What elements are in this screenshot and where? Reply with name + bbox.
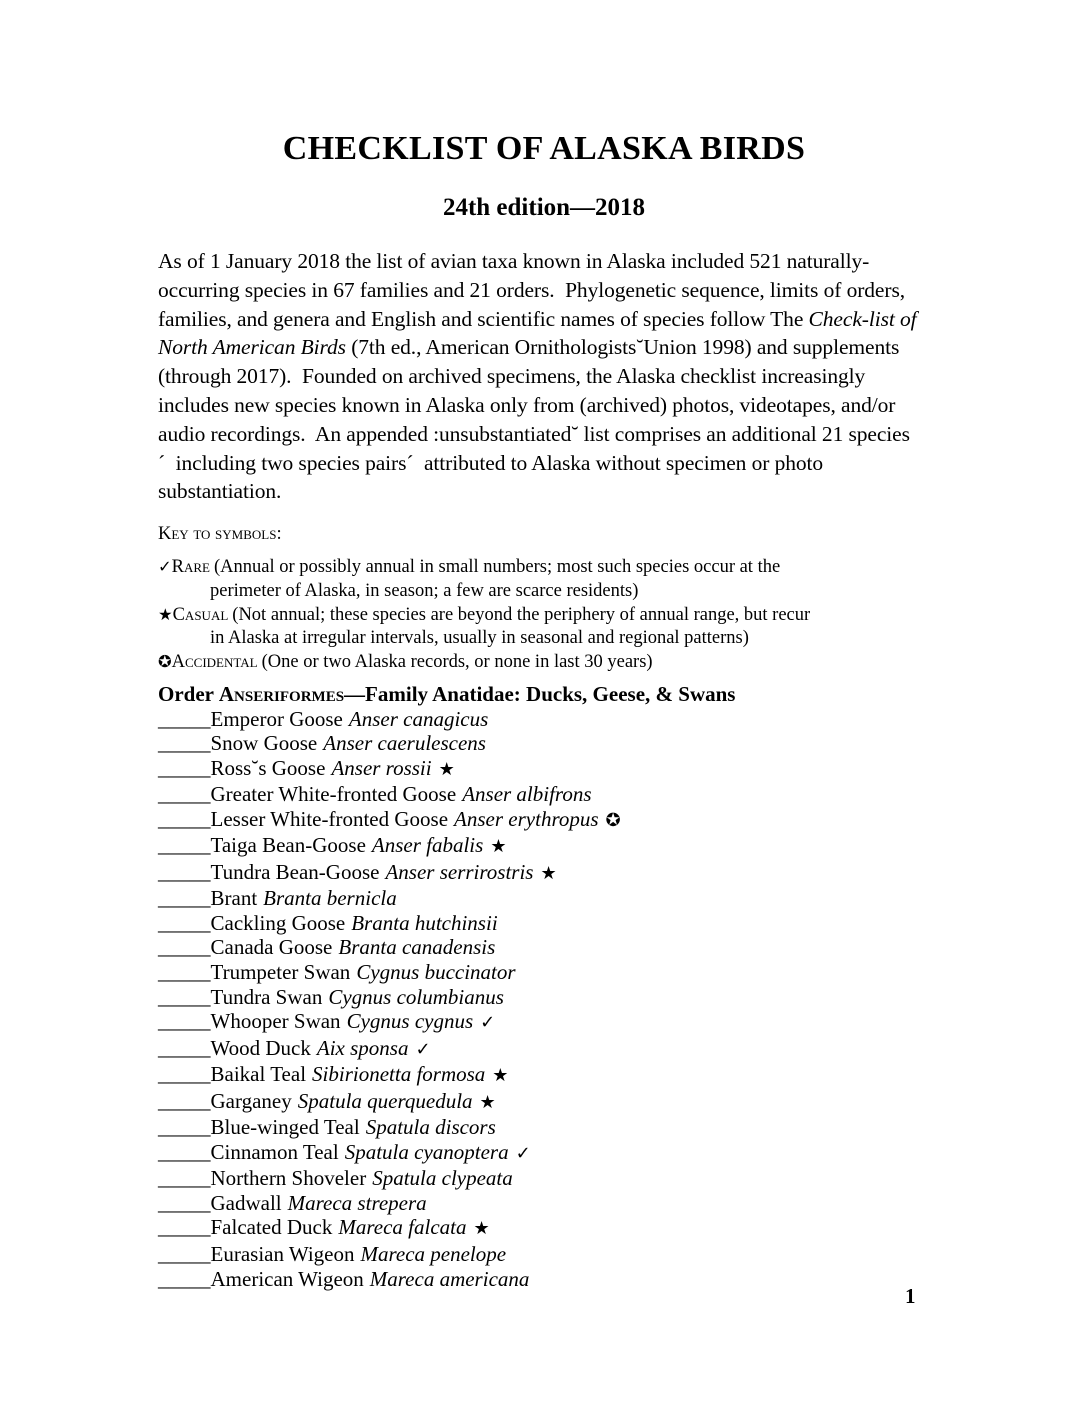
- species-scientific-name: Anser caerulescens: [323, 731, 486, 756]
- species-scientific-name: Spatula cyanoptera: [344, 1139, 509, 1164]
- edition-subtitle: 24th edition—2018: [442, 194, 646, 221]
- species-status-icon: ★: [492, 1065, 509, 1087]
- species-status-icon: ★: [540, 862, 557, 884]
- species-row: [158, 1267, 735, 1292]
- write-in-blank: _____: [158, 1215, 211, 1240]
- species-row: [158, 782, 735, 807]
- species-row: [158, 886, 735, 911]
- species-scientific-name: Mareca penelope: [360, 1242, 507, 1267]
- species-row: [158, 1242, 735, 1267]
- species-scientific-name: Mareca americana: [369, 1266, 530, 1291]
- intro-text: substantiation.: [158, 479, 282, 504]
- intro-paragraph: [158, 247, 917, 506]
- species-scientific-name: Anser erythropus: [454, 806, 599, 831]
- species-scientific-name: Anser albifrons: [462, 782, 592, 807]
- key-item-line: [158, 555, 810, 579]
- species-row: [158, 1089, 735, 1116]
- intro-text: includes new species known in Alaska only from (archived) photos, videotapes, and/or: [158, 392, 896, 417]
- write-in-blank: _____: [158, 706, 211, 731]
- species-scientific-name: Aix sponsa: [316, 1035, 409, 1060]
- species-common-name: Canada Goose: [210, 935, 333, 960]
- species-scientific-name: Spatula discors: [365, 1115, 496, 1140]
- species-common-name: Northern Shoveler: [210, 1166, 367, 1191]
- key-term: Rare: [171, 557, 210, 578]
- species-scientific-name: Cygnus cygnus: [346, 1009, 474, 1034]
- write-in-blank: _____: [158, 1009, 211, 1034]
- intro-text: families, and genera and English and scientific names of species follow The: [158, 306, 809, 331]
- write-in-blank: _____: [158, 935, 211, 960]
- key-term: Accidental: [171, 652, 258, 673]
- page-title: CHECKLIST OF ALASKA BIRDS: [282, 130, 806, 167]
- species-scientific-name: Cygnus buccinator: [356, 960, 516, 985]
- key-item-line: [158, 603, 810, 627]
- write-in-blank: _____: [158, 1062, 211, 1087]
- write-in-blank: _____: [158, 806, 211, 831]
- key-symbol-icon: ✪: [158, 652, 172, 672]
- species-row: [158, 860, 735, 887]
- order-family-heading: [158, 682, 735, 707]
- species-common-name: Taiga Bean-Goose: [210, 833, 366, 858]
- write-in-blank: _____: [158, 960, 211, 985]
- species-row: [158, 1166, 735, 1191]
- order-name: Anseriformes: [218, 682, 345, 706]
- intro-line: [158, 477, 917, 506]
- key-item: [158, 555, 810, 603]
- species-scientific-name: Anser serrirostris: [385, 859, 534, 884]
- write-in-blank: _____: [158, 1190, 211, 1215]
- intro-line: [158, 449, 917, 478]
- species-scientific-name: Sibirionetta formosa: [312, 1062, 486, 1087]
- species-status-icon: ✪: [605, 809, 621, 831]
- species-scientific-name: Branta canadensis: [338, 935, 496, 960]
- species-row: [158, 731, 735, 756]
- intro-line: [158, 420, 917, 449]
- species-common-name: Greater White-fronted Goose: [210, 782, 457, 807]
- write-in-blank: _____: [158, 1115, 211, 1140]
- species-row: [158, 756, 735, 783]
- species-scientific-name: Anser canagicus: [348, 706, 489, 731]
- key-item: [158, 603, 810, 651]
- species-common-name: Garganey: [210, 1088, 292, 1113]
- key-to-symbols-section: [158, 523, 810, 675]
- species-common-name: Lesser White-fronted Goose: [210, 806, 449, 831]
- intro-line: [158, 276, 917, 305]
- write-in-blank: _____: [158, 731, 211, 756]
- species-common-name: Ross˘s Goose: [210, 755, 326, 780]
- species-common-name: American Wigeon: [210, 1266, 364, 1291]
- species-status-icon: ✓: [515, 1142, 531, 1164]
- species-common-name: Emperor Goose: [210, 706, 343, 731]
- species-common-name: Snow Goose: [210, 731, 318, 756]
- write-in-blank: _____: [158, 886, 211, 911]
- write-in-blank: _____: [158, 984, 211, 1009]
- species-scientific-name: Mareca strepera: [287, 1190, 427, 1215]
- species-scientific-name: Cygnus columbianus: [328, 984, 504, 1009]
- intro-line: [158, 391, 917, 420]
- species-common-name: Trumpeter Swan: [210, 960, 351, 985]
- intro-text: occurring species in 67 families and 21 orders. Phylogenetic sequence, limits of orders,: [158, 277, 905, 302]
- key-item: [158, 650, 810, 674]
- family-name: —Family Anatidae: Ducks, Geese, & Swans: [344, 682, 736, 706]
- write-in-blank: _____: [158, 1242, 211, 1267]
- species-common-name: Tundra Swan: [210, 984, 323, 1009]
- intro-text: (through 2017). Founded on archived specimens, the Alaska checklist increasingly: [158, 364, 866, 389]
- intro-text-italic: Check-list of: [808, 306, 917, 331]
- intro-line: [158, 333, 917, 362]
- species-common-name: Cinnamon Teal: [210, 1139, 339, 1164]
- species-common-name: Cackling Goose: [210, 910, 346, 935]
- write-in-blank: _____: [158, 1166, 211, 1191]
- species-common-name: Tundra Bean-Goose: [210, 859, 380, 884]
- species-row: [158, 911, 735, 936]
- key-symbol-icon: ✓: [158, 557, 172, 577]
- species-status-icon: ✓: [480, 1012, 496, 1034]
- key-description-continued: perimeter of Alaska, in season; a few are scarce residents): [210, 580, 639, 601]
- species-status-icon: ★: [490, 836, 507, 858]
- species-common-name: Gadwall: [210, 1190, 282, 1215]
- species-common-name: Whooper Swan: [210, 1009, 341, 1034]
- write-in-blank: _____: [158, 1139, 211, 1164]
- species-scientific-name: Mareca falcata: [338, 1215, 467, 1240]
- intro-text-italic: North American Birds: [158, 335, 346, 360]
- species-status-icon: ★: [479, 1091, 496, 1113]
- key-item-line: [158, 650, 810, 674]
- species-row: [158, 985, 735, 1010]
- species-common-name: Baikal Teal: [210, 1062, 307, 1087]
- species-status-icon: ✓: [415, 1038, 431, 1060]
- species-row: [158, 935, 735, 960]
- key-symbol-icon: ★: [158, 604, 173, 624]
- species-scientific-name: Branta hutchinsii: [351, 910, 498, 935]
- intro-text: As of 1 January 2018 the list of avian taxa known in Alaska included 521 naturally-: [158, 249, 870, 273]
- species-row: [158, 833, 735, 860]
- intro-text: ´ including two species pairs´ attributed to Alaska without specimen or photo: [158, 450, 824, 475]
- page-number: 1: [905, 1284, 916, 1308]
- key-heading: Key to symbols:: [158, 524, 282, 544]
- species-row: [158, 1062, 735, 1089]
- key-description: (Annual or possibly annual in small numbers; most such species occur at the: [213, 557, 781, 578]
- species-status-icon: ★: [473, 1218, 490, 1240]
- intro-line: [158, 247, 917, 276]
- key-description: (One or two Alaska records, or none in last 30 years): [261, 652, 653, 673]
- species-scientific-name: Spatula clypeata: [372, 1166, 513, 1191]
- write-in-blank: _____: [158, 782, 211, 807]
- order-label: Order: [158, 682, 219, 706]
- write-in-blank: _____: [158, 833, 211, 858]
- key-description: (Not annual; these species are beyond the periphery of annual range, but recur: [232, 604, 811, 625]
- species-scientific-name: Anser rossii: [331, 755, 432, 780]
- species-common-name: Falcated Duck: [210, 1215, 333, 1240]
- species-row: [158, 1036, 735, 1063]
- write-in-blank: _____: [158, 755, 211, 780]
- species-row: [158, 707, 735, 732]
- species-row: [158, 1115, 735, 1140]
- species-status-icon: ★: [438, 758, 455, 780]
- write-in-blank: _____: [158, 1088, 211, 1113]
- species-row: [158, 1191, 735, 1216]
- intro-line: [158, 362, 917, 391]
- species-row: [158, 1215, 735, 1242]
- intro-text: audio recordings. An appended :unsubstantiated˘ list comprises an additional 21 species: [158, 421, 910, 446]
- intro-line: [158, 305, 917, 334]
- species-scientific-name: Anser fabalis: [371, 833, 484, 858]
- species-row: [158, 1009, 735, 1036]
- key-description-continued: in Alaska at irregular intervals, usually in seasonal and regional patterns): [210, 628, 749, 649]
- intro-text: (7th ed., American Ornithologists˘Union 1998) and supplements: [345, 335, 900, 360]
- write-in-blank: _____: [158, 1266, 211, 1291]
- species-row: [158, 960, 735, 985]
- species-list-section: [158, 682, 735, 1291]
- species-common-name: Wood Duck: [210, 1035, 311, 1060]
- key-term: Casual: [172, 604, 229, 625]
- species-common-name: Eurasian Wigeon: [210, 1242, 355, 1267]
- species-row: [158, 1140, 735, 1167]
- species-row: [158, 807, 735, 834]
- species-scientific-name: Spatula querquedula: [297, 1088, 473, 1113]
- species-common-name: Brant: [210, 886, 258, 911]
- write-in-blank: _____: [158, 1035, 211, 1060]
- write-in-blank: _____: [158, 910, 211, 935]
- write-in-blank: _____: [158, 859, 211, 884]
- species-common-name: Blue-winged Teal: [210, 1115, 360, 1140]
- species-scientific-name: Branta bernicla: [263, 886, 397, 911]
